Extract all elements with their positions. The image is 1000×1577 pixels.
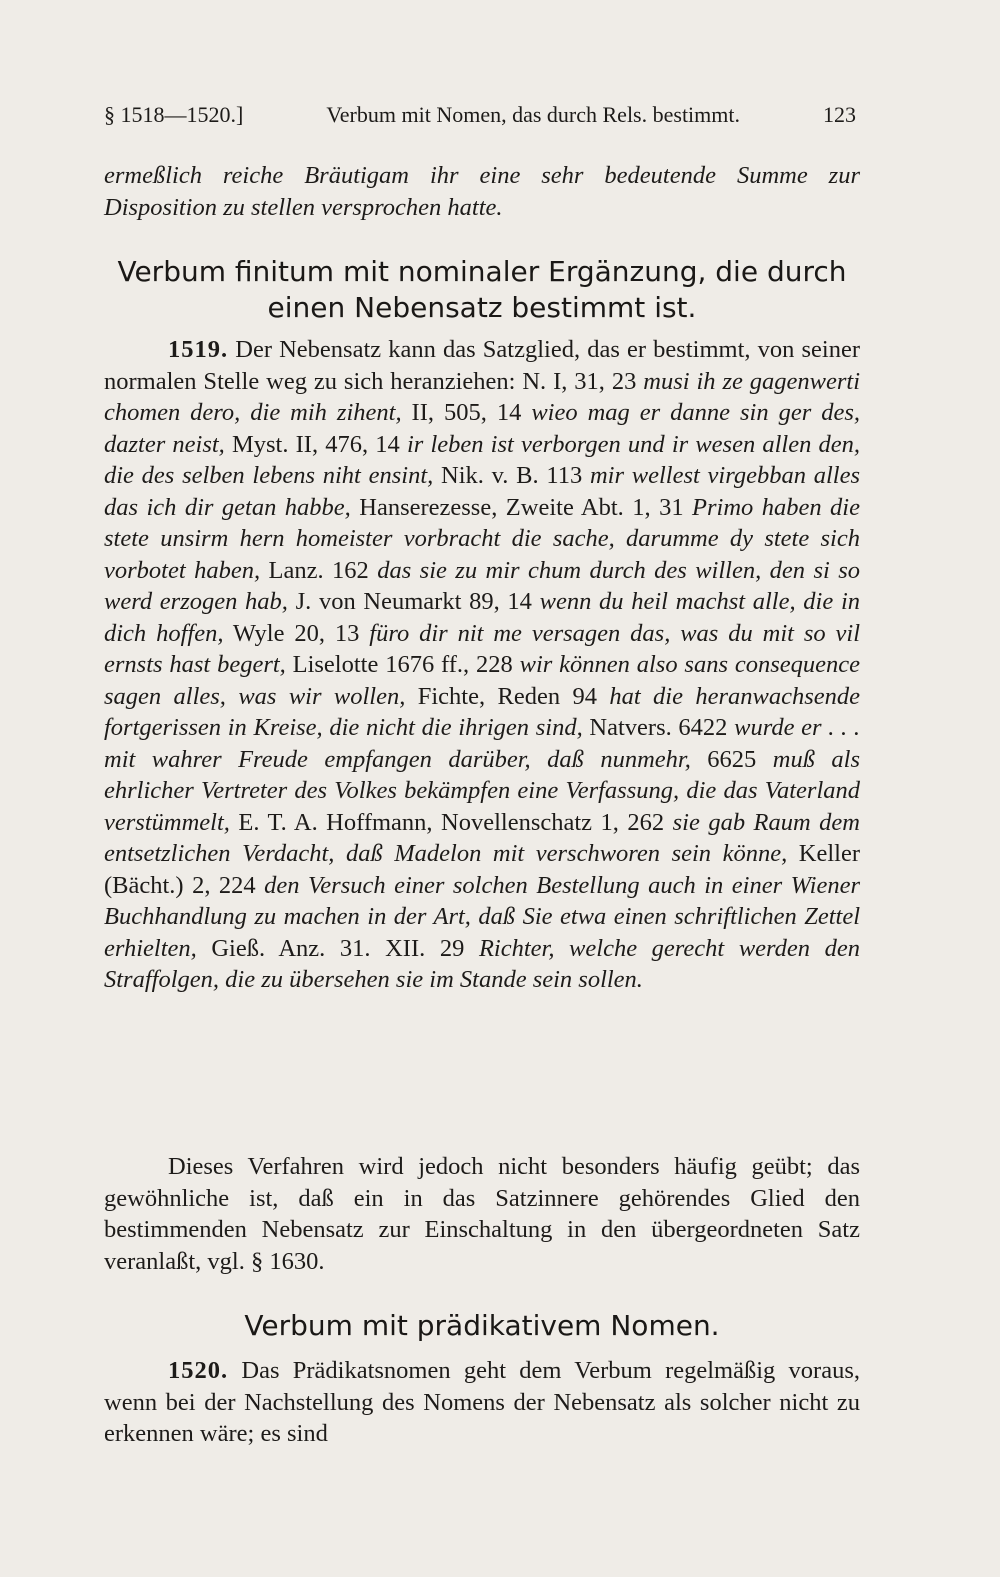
p1519-text-20: Natvers. 6422 — [582, 714, 735, 741]
p1519-text-8: Hanserezesse, Zweite Abt. 1, 31 — [350, 493, 693, 521]
p1519-text-18: Fichte, Reden 94 — [405, 682, 610, 710]
section-heading-2: Verbum mit prädikativem Nomen. — [244, 1309, 720, 1342]
p1519-example-11: das sie zu mir chum durch des willen, den si so werd erzogen hab, — [104, 556, 860, 615]
running-title: Verbum mit Nomen, das durch Rels. bestimmt. — [326, 102, 740, 127]
p1519-text-2: II, 505, 14 — [401, 399, 532, 426]
section-heading-1: Verbum finitum mit nominaler Ergänzung, die durch einen Nebensatz bestimmt ist. — [117, 255, 847, 324]
p1519-example-3: wieo mag er danne sin ger des, dazter neist, — [104, 399, 860, 458]
p1519-text-0: Der Nebensatz kann das Satzglied, das er bestimmt, von seiner normalen Stelle weg zu sich heranziehen: N. I, 31, 23 — [104, 336, 860, 395]
p1519-text-22: 6625 — [690, 745, 773, 773]
section-number-1520: 1520. — [168, 1357, 229, 1384]
paragraph-1520 — [104, 1355, 860, 1450]
p1519-text-6: Nik. v. B. 113 — [433, 462, 590, 489]
p1519-text-28: Gieß. Anz. 31. XII. 29 — [196, 934, 479, 962]
paragraph-1519 — [104, 334, 860, 996]
p1519-example-5: ir leben ist verborgen und ir wesen allen den, die des selben lebens niht ensint, — [104, 430, 860, 489]
p1519-example-9: Primo haben die stete unsirm hern homeister vorbracht die sache, darumme dy stete sich vorbotet haben, — [104, 493, 860, 584]
section-number-1519: 1519. — [168, 336, 229, 363]
p1519-text-26: Keller (Bächt.) 2, 224 — [104, 840, 860, 899]
p1519-example-29: Richter, welche gerecht werden den Straffolgen, die zu übersehen sie im Stande sein sollen. — [104, 934, 860, 993]
carry-example-0: ermeßlich reiche Bräutigam ihr eine sehr bedeutende Summe zur Disposition zu stellen versprochen hatte. — [104, 162, 860, 221]
p1519-text-16: Liselotte 1676 ff., 228 — [285, 651, 520, 678]
p1519-example-15: füro dir nit me versagen das, was du mit so vil ernsts hast begert, — [104, 619, 860, 678]
p1519-text-4: Myst. II, 476, 14 — [224, 430, 407, 458]
paragraph-1520-body: Das Prädikatsnomen geht dem Verbum regelmäßig voraus, wenn bei der Nachstellung des Nomens der Nebensatz als solcher nicht zu erkennen wäre; es sind — [104, 1357, 860, 1447]
paragraph-1519-continuation: Dieses Verfahren wird jedoch nicht besonders häufig geübt; das gewöhnliche ist, daß ein in das Satzinnere gehörendes Glied den bestimmenden Nebensatz zur Einschaltung in den übergeordneten Satz veranlaßt, vgl. § 1630. — [104, 1153, 860, 1275]
page-number: 123 — [823, 102, 856, 127]
p1519-example-7: mir wellest virgebban alles das ich dir getan habbe, — [104, 462, 860, 521]
p1519-example-21: wurde er . . . mit wahrer Freude empfangen darüber, daß nunmehr, — [104, 714, 860, 773]
p1519-example-1: musi ih ze gagenwerti chomen dero, die mih zihent, — [104, 367, 861, 426]
p1519-text-24: E. T. A. Hoffmann, Novellenschatz 1, 262 — [229, 808, 673, 836]
p1519-example-13: wenn du heil machst alle, die in dich hoffen, — [104, 588, 860, 647]
running-head — [104, 102, 856, 128]
p1519-example-25: sie gab Raum dem entsetzlichen Verdacht, daß Madelon mit verschworen sein könne, — [104, 808, 861, 867]
p1519-text-10: Lanz. 162 — [260, 556, 378, 584]
section-range: § 1518—1520.] — [104, 102, 244, 127]
p1519-text-12: J. von Neumarkt 89, 14 — [287, 588, 540, 615]
p1519-example-19: hat die heranwachsende fortgerissen in Kreise, die nicht die ihrigen sind, — [104, 682, 861, 741]
p1519-example-23: muß als ehrlicher Vertreter des Volkes bekämpfen eine Verfassung, die das Vaterland verstümmelt, — [104, 745, 860, 836]
paragraph-1519-body — [104, 336, 860, 993]
carryover-paragraph — [104, 160, 860, 223]
p1519-example-17: wir können also sans consequence sagen alles, was wir wollen, — [104, 651, 860, 710]
p1519-example-27: den Versuch einer solchen Bestellung auch in einer Wiener Buchhandlung zu machen in der Art, daß Sie etwa einen schriftlichen Zettel erhielten, — [104, 871, 860, 962]
p1519-text-14: Wyle 20, 13 — [223, 619, 370, 647]
